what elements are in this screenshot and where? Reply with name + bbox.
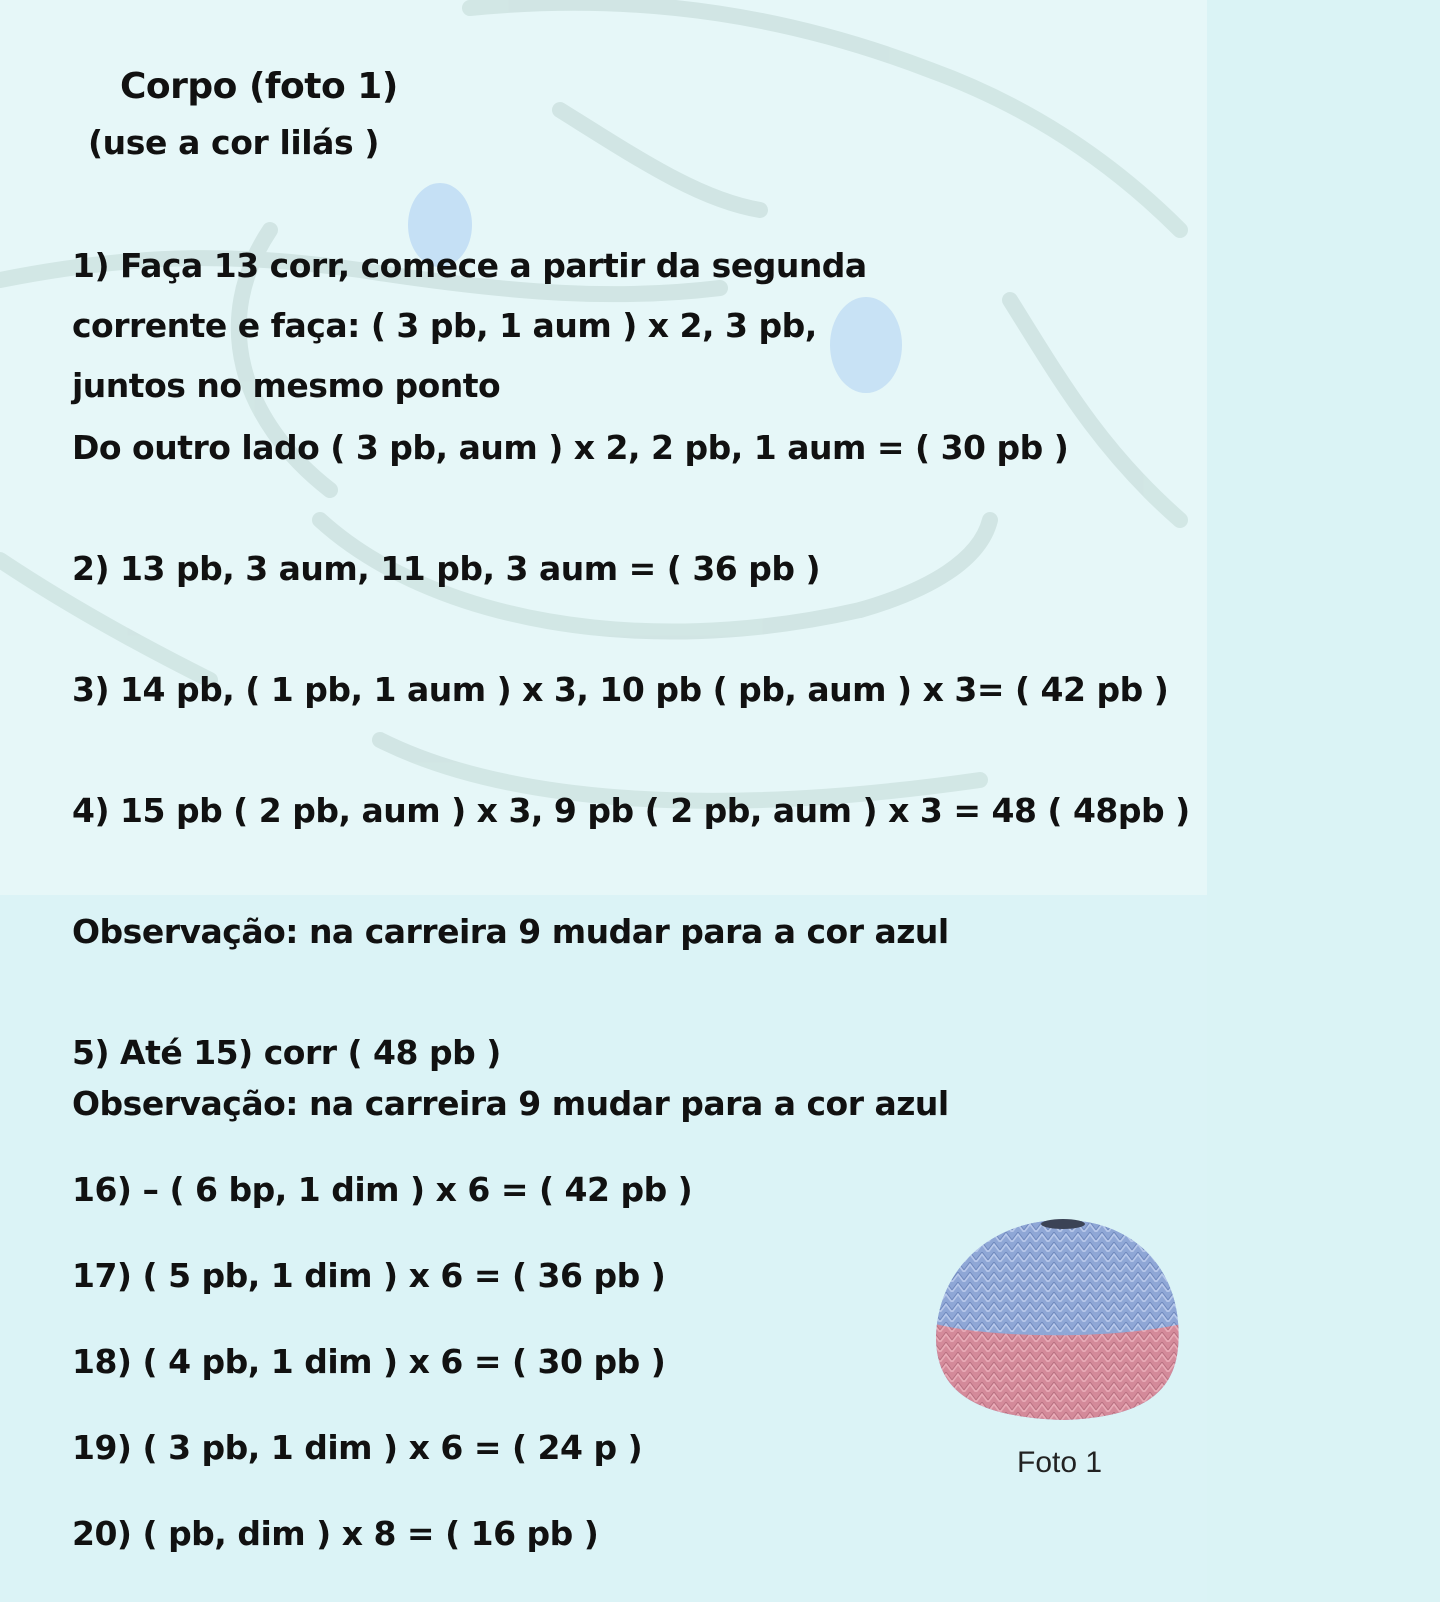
instruction-line-4: Do outro lado ( 3 pb, aum ) x 2, 2 pb, 1 aum = ( 30 pb ) xyxy=(72,428,1069,467)
instruction-line-3: juntos no mesmo ponto xyxy=(72,366,501,405)
instruction-line-6: 3) 14 pb, ( 1 pb, 1 aum ) x 3, 10 pb ( pb, aum ) x 3= ( 42 pb ) xyxy=(72,670,1169,709)
crochet-body-photo xyxy=(928,1212,1198,1432)
instruction-line-12: 19) ( 3 pb, 1 dim ) x 6 = ( 24 p ) xyxy=(72,1428,643,1467)
instruction-line-8: 5) Até 15) corr ( 48 pb ) xyxy=(72,1033,501,1072)
instruction-line-13: 20) ( pb, dim ) x 8 = ( 16 pb ) xyxy=(72,1514,599,1553)
instruction-line-5: 2) 13 pb, 3 aum, 11 pb, 3 aum = ( 36 pb ) xyxy=(72,549,821,588)
section-subtitle: (use a cor lilás ) xyxy=(88,123,380,162)
instruction-line-11: 18) ( 4 pb, 1 dim ) x 6 = ( 30 pb ) xyxy=(72,1342,666,1381)
observation-note-2: Observação: na carreira 9 mudar para a cor azul xyxy=(72,1084,949,1123)
observation-note-1: Observação: na carreira 9 mudar para a cor azul xyxy=(72,912,949,951)
instruction-line-9: 16) – ( 6 bp, 1 dim ) x 6 = ( 42 pb ) xyxy=(72,1170,693,1209)
section-title: Corpo (foto 1) xyxy=(120,66,398,107)
instruction-line-10: 17) ( 5 pb, 1 dim ) x 6 = ( 36 pb ) xyxy=(72,1256,666,1295)
instruction-line-2: corrente e faça: ( 3 pb, 1 aum ) x 2, 3 pb, xyxy=(72,306,817,345)
instruction-line-1: 1) Faça 13 corr, comece a partir da segunda xyxy=(72,246,867,285)
photo-caption: Foto 1 xyxy=(1017,1446,1103,1479)
right-background-band xyxy=(1207,0,1440,1602)
instruction-line-7: 4) 15 pb ( 2 pb, aum ) x 3, 9 pb ( 2 pb, aum ) x 3 = 48 ( 48pb ) xyxy=(72,791,1190,830)
